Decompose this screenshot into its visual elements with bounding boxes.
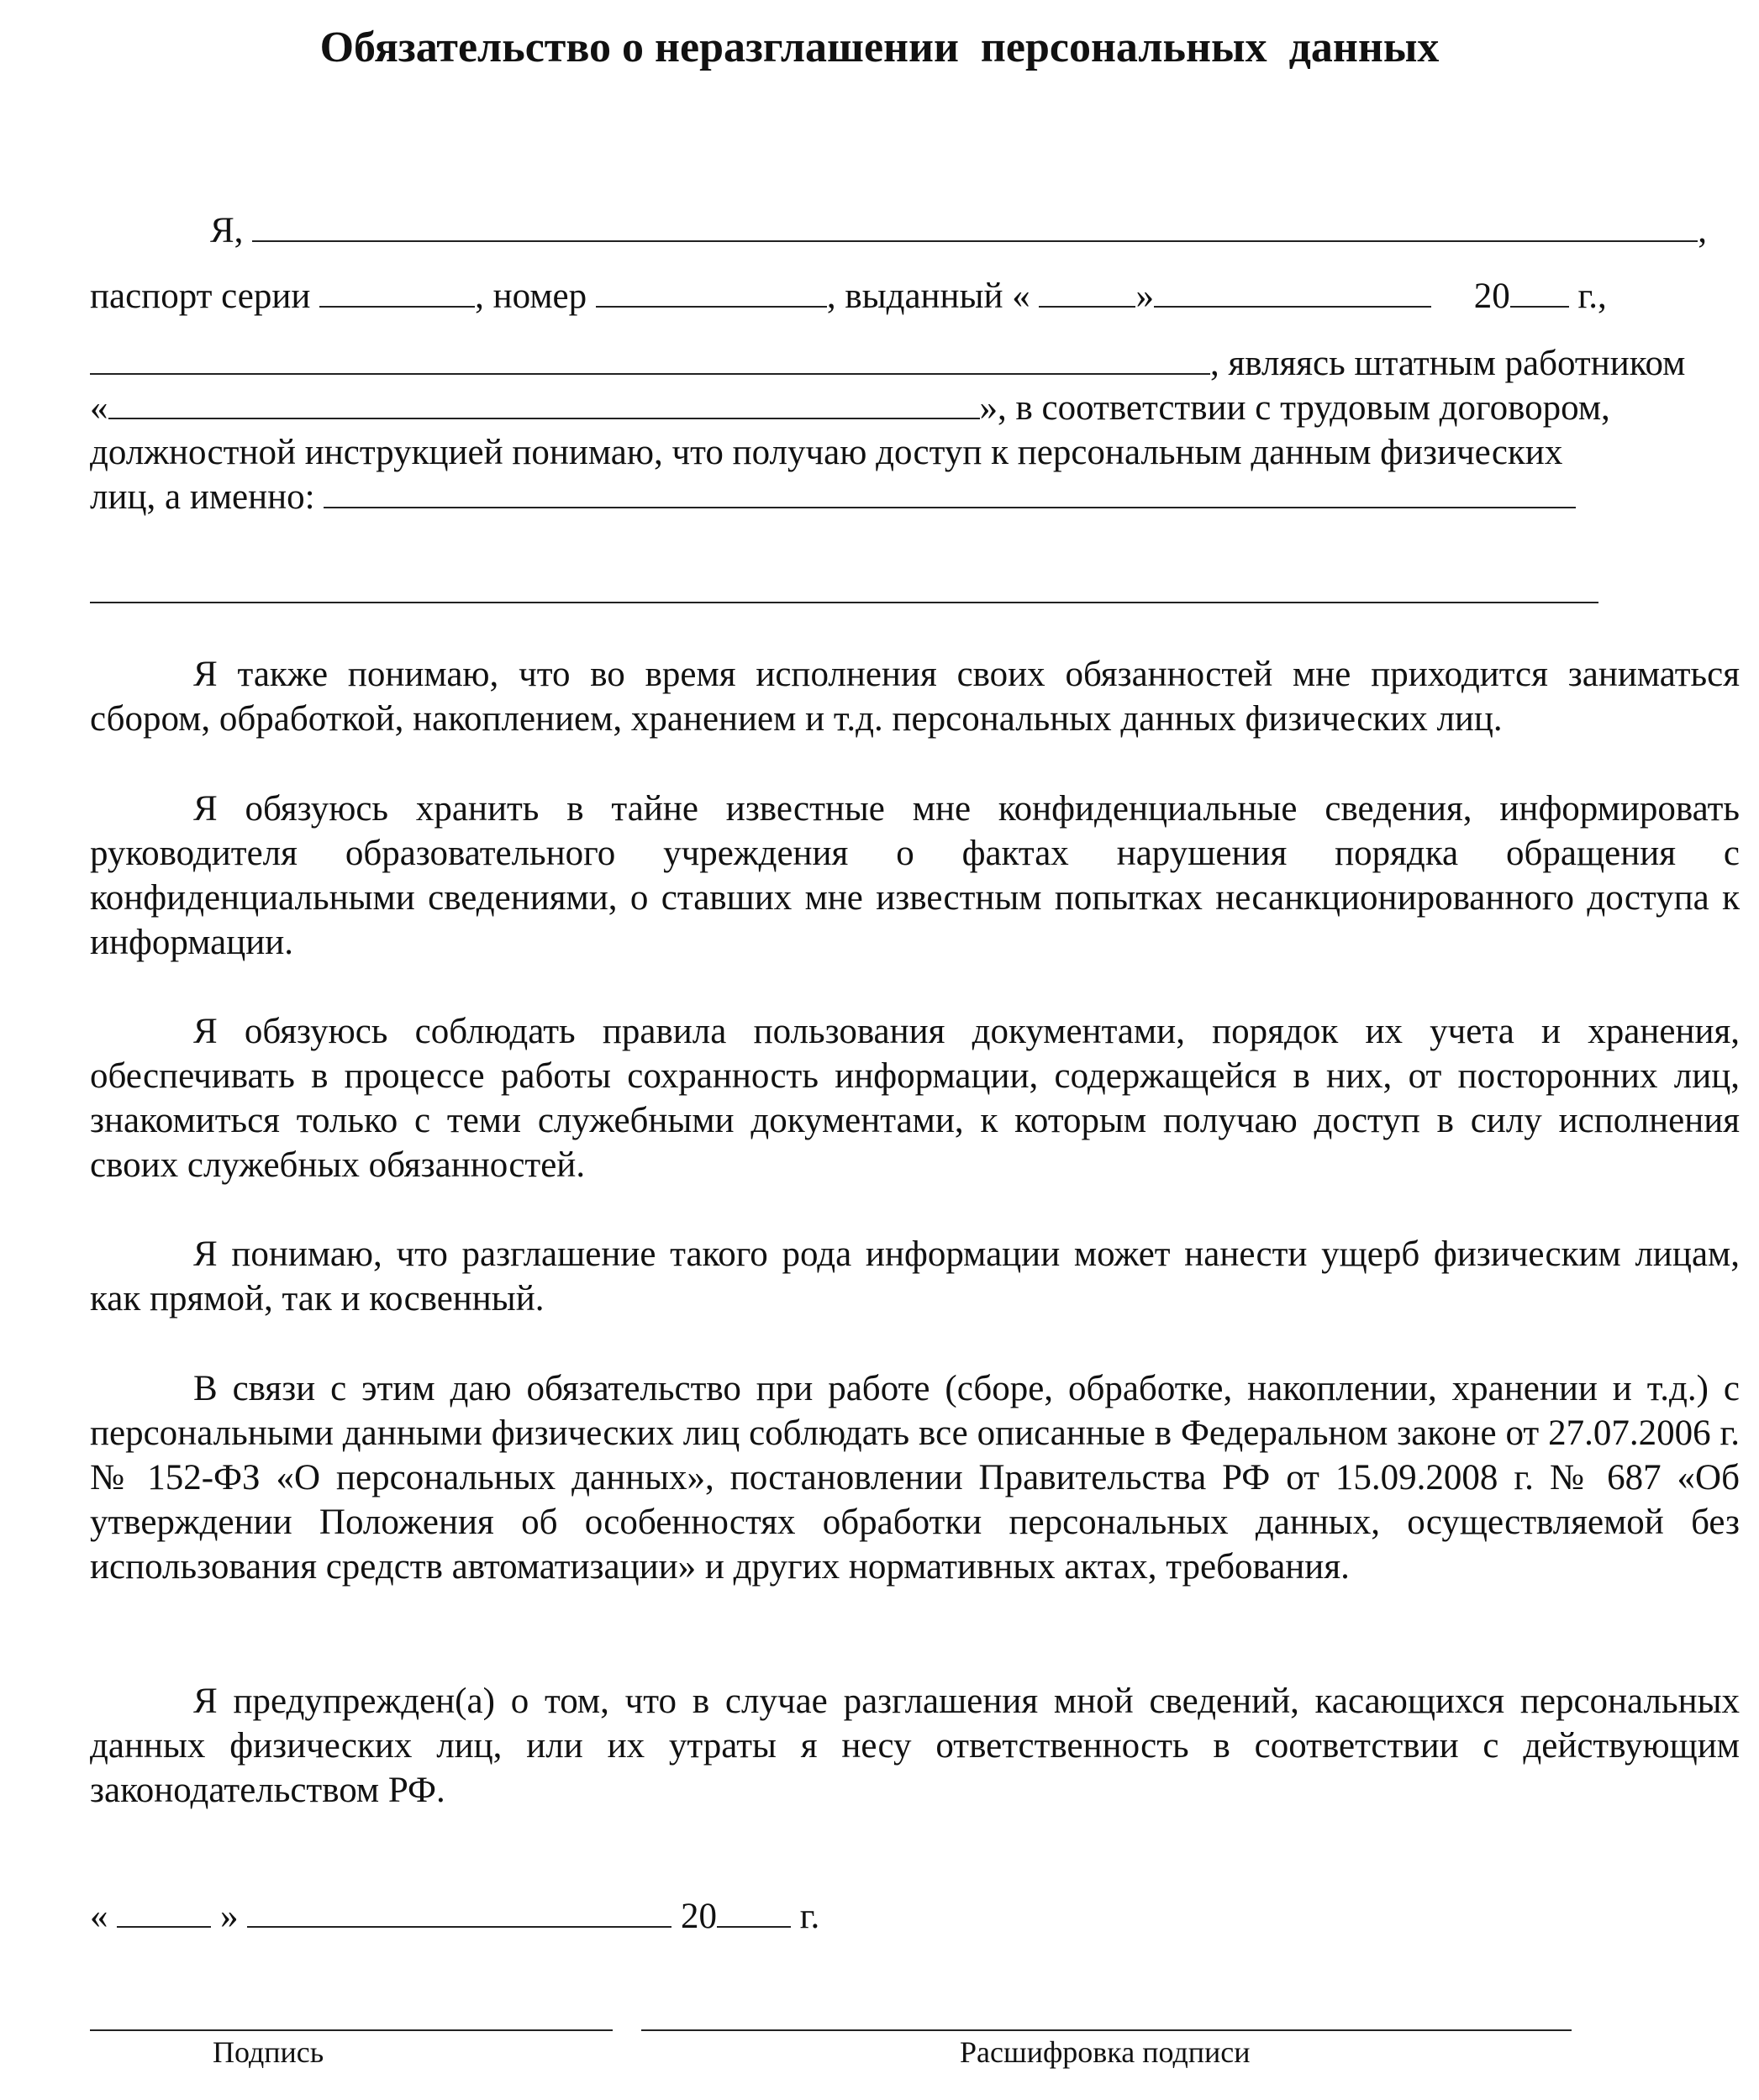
paragraph-obligation: В связи с этим даю обязательство при работе (сборе, обработке, накоплении, хранении и т.д.) с персональными данными физических лиц соблюдать все описанные в Федеральном законе от 27.07.2006 г. № 152-ФЗ «О персональных данных», постановлении Правительства РФ от 15.09.2008 г. № 687 «Об утверждении Положения об особенностях обработки персональных данных, осуществляемой без использования средств автоматизации» и других нормативных актах, требования. [90, 1369, 1740, 1587]
passport-line [90, 274, 1740, 318]
namely-label: лиц, а именно: [90, 477, 315, 517]
passport-number-field[interactable] [596, 274, 827, 308]
issue-month-field[interactable] [1154, 274, 1431, 308]
signature-date-line [90, 1894, 1740, 1939]
issued-quote-close: » [1135, 276, 1154, 316]
passport-series-field[interactable] [319, 274, 475, 308]
paragraph-confidentiality: Я обязуюсь хранить в тайне известные мне конфиденциальные сведения, информировать руководителя образовательного учреждения о фактах нарушения порядка обращения с конфиденциальными сведениями, о ставших мне известным попытках несанкционированного доступа к информации. [90, 789, 1740, 962]
issued-label: , выданный « [826, 276, 1030, 316]
data-types-field[interactable] [324, 475, 1576, 508]
organization-field[interactable] [108, 386, 980, 419]
org-open-quote: « [90, 388, 108, 428]
issue-year-prefix: 20 [1473, 276, 1510, 316]
signature-decoding-caption: Расшифровка подписи [960, 2035, 1251, 2069]
issue-year-field[interactable] [1510, 274, 1569, 308]
signature-year-field[interactable] [717, 1894, 791, 1928]
signature-day-field[interactable] [117, 1894, 211, 1928]
instruction-line [90, 430, 1740, 475]
organization-line [90, 386, 1740, 430]
paragraph-understanding: Я также понимаю, что во время исполнения своих обязанностей мне приходится заниматься сбором, обработкой, накоплением, хранением и т.д. персональных данных физических лиц. [90, 655, 1740, 739]
passport-label: паспорт серии [90, 276, 311, 316]
signature-month-field[interactable] [247, 1894, 671, 1928]
issue-year-suffix: г., [1577, 276, 1607, 316]
org-suffix: », в соответствии с трудовым договором, [979, 388, 1610, 428]
issuer-line [90, 341, 1740, 386]
namely-line [90, 475, 1740, 519]
number-label: , номер [475, 276, 587, 316]
full-name-field[interactable] [252, 208, 1698, 242]
signature-caption: Подпись [213, 2035, 324, 2069]
instruction-text: должностной инструкцией понимаю, что получаю доступ к персональным данным физических [90, 433, 1563, 472]
name-line [210, 208, 1740, 253]
date-open-quote: « [90, 1897, 108, 1936]
data-types-field-continued[interactable] [90, 602, 1598, 603]
paragraph-damage: Я понимаю, что разглашение такого рода информации может нанести ущерб физическим лицам, как прямой, так и косвенный. [90, 1234, 1740, 1318]
signature-year-prefix: 20 [681, 1897, 717, 1936]
date-close-quote: » [220, 1897, 239, 1936]
i-suffix: , [1698, 211, 1707, 250]
signature-year-suffix: г. [799, 1897, 820, 1936]
issuer-field[interactable] [90, 341, 1210, 375]
signature-field[interactable] [90, 2029, 613, 2031]
document-title: Обязательство о неразглашении персональных данных [319, 24, 1440, 71]
paragraph-responsibility: Я предупрежден(а) о том, что в случае разглашения мной сведений, касающихся персональных данных физических лиц, или их утраты я несу ответственность в соответствии с действующим законодательством РФ. [90, 1682, 1740, 1810]
employee-label: , являясь штатным работником [1210, 344, 1686, 383]
paragraph-document-rules: Я обязуюсь соблюдать правила пользования документами, порядок их учета и хранения, обеспечивать в процессе работы сохранность информации, содержащейся в них, от посторонних лиц, знакомиться только с теми служебными документами, к которым получаю доступ в силу исполнения своих служебных обязанностей. [90, 1012, 1740, 1185]
signature-decoding-field[interactable] [641, 2029, 1572, 2031]
issue-day-field[interactable] [1039, 274, 1135, 308]
i-prefix: Я, [210, 211, 244, 250]
